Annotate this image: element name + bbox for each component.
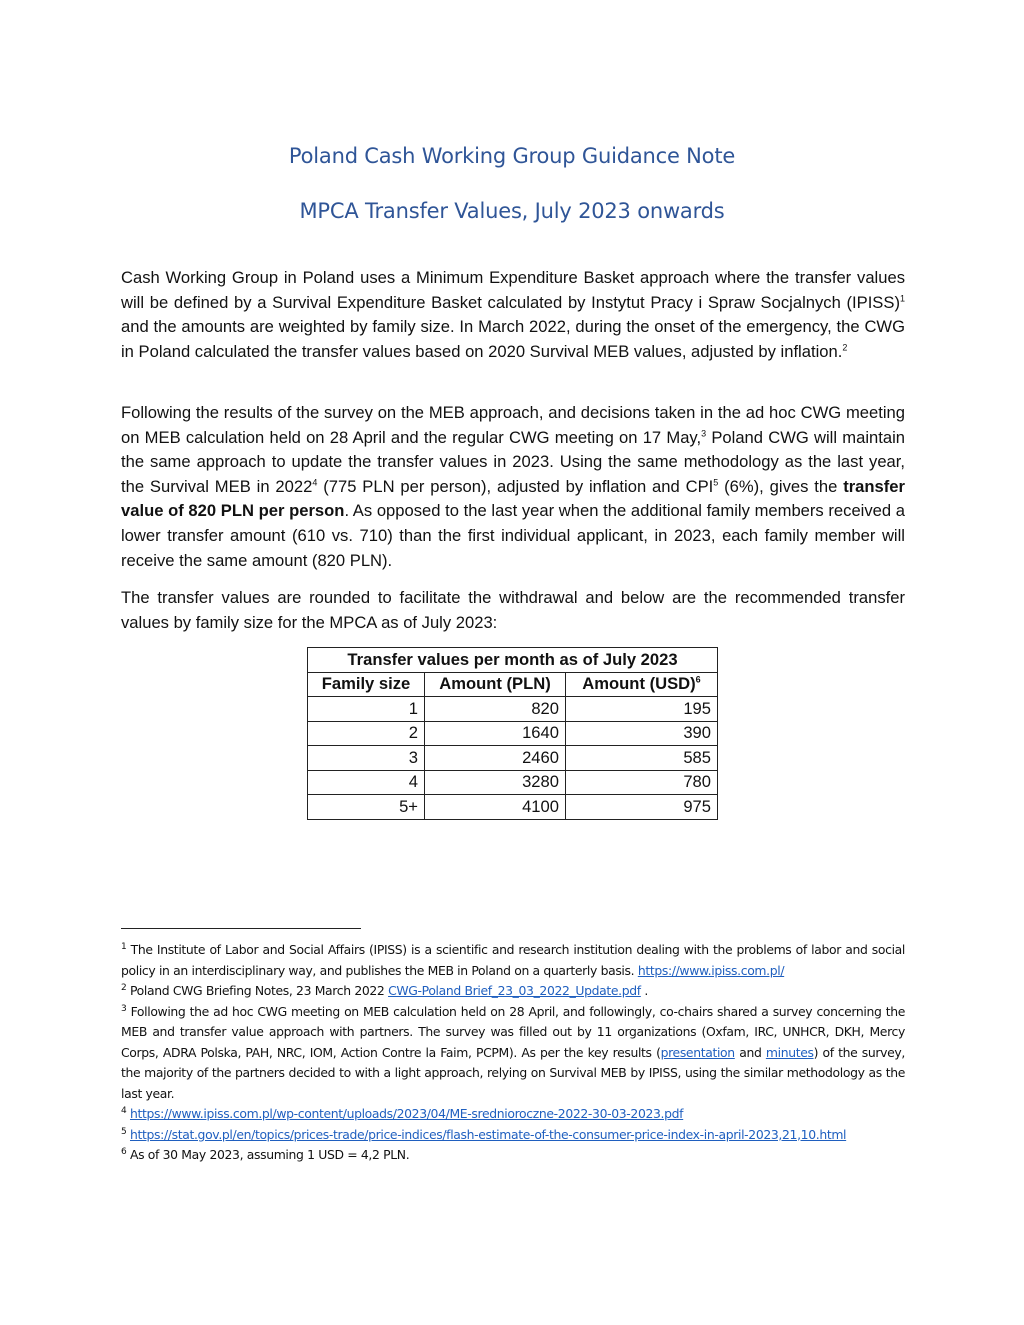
cell-family-size: 2: [308, 721, 425, 746]
footnote-text: Poland CWG Briefing Notes, 23 March 2022: [126, 983, 389, 998]
footnote-number: 5: [121, 1126, 127, 1137]
cell-amount-usd: 195: [566, 697, 718, 722]
column-header-family-size: Family size: [308, 672, 425, 697]
presentation-link[interactable]: presentation: [660, 1044, 735, 1060]
cell-amount-pln: 1640: [425, 721, 566, 746]
paragraph-text: (6%), gives the: [718, 476, 844, 496]
cell-amount-pln: 4100: [425, 795, 566, 820]
transfer-value-highlight: transfer value of 820 PLN per person: [121, 476, 905, 521]
footnote-6: [121, 1145, 905, 1166]
cell-amount-pln: 3280: [425, 770, 566, 795]
cell-family-size: 4: [308, 770, 425, 795]
footnote-2: [121, 981, 905, 1002]
minutes-link[interactable]: minutes: [765, 1044, 814, 1060]
table-row: [308, 770, 718, 795]
paragraph-text: Following the results of the survey on the MEB approach, and decisions taken in the ad hoc CWG meeting on MEB calculation held on 28 April and the regular CWG meeting on 17 May,: [121, 403, 905, 447]
column-header-text: Amount (USD): [582, 674, 696, 694]
footnote-separator: [121, 928, 361, 929]
footnote-text: The Institute of Labor and Social Affairs (IPISS) is a scientific and research institution dealing with the problems of labor and social policy in an interdisciplinary way, and publishes the MEB in Poland on a quarterly basis.: [121, 942, 905, 978]
footnote-5: [121, 1125, 905, 1146]
footnote-text: As of 30 May 2023, assuming 1 USD = 4,2 PLN.: [126, 1147, 410, 1162]
column-header-amount-pln: Amount (PLN): [425, 672, 566, 697]
table-row: [308, 746, 718, 771]
footnote-number: 6: [121, 1146, 127, 1157]
stat-gov-cpi-link[interactable]: https://stat.gov.pl/en/topics/prices-trade/price-indices/flash-estimate-of-the-consumer-price-index-in-april-2023,21,10.html: [129, 1126, 847, 1142]
footnote-4: [121, 1104, 905, 1125]
ipiss-meb-pdf-link[interactable]: https://www.ipiss.com.pl/wp-content/uploads/2023/04/ME-srednioroczne-2022-30-03-2023.pdf: [129, 1106, 684, 1121]
footnote-number: 1: [121, 941, 127, 952]
footnote-text: and: [734, 1044, 766, 1060]
footnote-text: ) of the survey, the majority of the partners decided to with a light approach, relying on Survival MEB by IPISS, using the similar methodology as the last year.: [121, 1044, 905, 1101]
table-caption: Transfer values per month as of July 2023: [308, 648, 718, 673]
footnote-ref[interactable]: 4: [312, 477, 318, 488]
paragraph-text: . As opposed to the last year when the additional family members received a lower transfer amount (610 vs. 710) than the first individual applicant, in 2023, each family member will receive the same amount (820 PLN).: [121, 501, 905, 570]
footnotes: [121, 940, 905, 1166]
paragraph-intro: [121, 266, 905, 364]
cwg-brief-link[interactable]: CWG-Poland Brief_23_03_2022_Update.pdf: [388, 983, 641, 998]
footnote-1: [121, 940, 905, 981]
paragraph-text: Cash Working Group in Poland uses a Minimum Expenditure Basket approach where the transfer values will be defined by a Survival Expenditure Basket calculated by Instytut Pracy i Spraw Socjalnych (IPISS): [121, 268, 905, 312]
cell-amount-usd: 585: [566, 746, 718, 771]
table-row: [308, 697, 718, 722]
paragraph-text: Poland CWG will maintain the same approach to update the transfer values in 2023. Using the same methodology as the last year, the Survival MEB in 2022: [121, 427, 905, 496]
footnote-ref[interactable]: 1: [899, 293, 905, 304]
paragraph-rounding: The transfer values are rounded to facilitate the withdrawal and below are the recommended transfer values by family size for the MPCA as of July 2023:: [121, 588, 905, 632]
footnote-3: [121, 1002, 905, 1105]
footnote-ref[interactable]: 3: [701, 428, 707, 439]
footnote-number: 2: [121, 982, 127, 993]
paragraph-text: and the amounts are weighted by family size. In March 2022, during the onset of the emergency, the CWG in Poland calculated the transfer values based on 2020 Survival MEB values, adjusted by inflation.: [121, 317, 905, 361]
cell-amount-usd: 390: [566, 721, 718, 746]
footnote-text: .: [640, 983, 649, 998]
paragraph-methodology: [121, 401, 905, 573]
footnote-text: Following the ad hoc CWG meeting on MEB calculation held on 28 April, and followingly, co-chairs shared a survey concerning the MEB and transfer value approach with partners. The survey was filled out by 11 organizations (Oxfam, IRC, UNHCR, DKH, Mercy Corps, ADRA Polska, PAH, NRC, IOM, Action Contre la Faim, PCPM). As per the key results (: [121, 1003, 905, 1060]
document-title: Poland Cash Working Group Guidance Note: [288, 144, 736, 168]
paragraph-text: (775 PLN per person), adjusted by inflation and CPI: [317, 476, 714, 496]
document-subtitle: MPCA Transfer Values, July 2023 onwards: [299, 199, 725, 223]
footnote-ref[interactable]: 5: [713, 477, 719, 488]
table-row: [308, 721, 718, 746]
cell-amount-usd: 975: [566, 795, 718, 820]
footnote-ref[interactable]: 2: [842, 342, 848, 353]
cell-family-size: 1: [308, 697, 425, 722]
cell-amount-usd: 780: [566, 770, 718, 795]
footnote-ref[interactable]: 6: [695, 674, 701, 685]
table-row: [308, 795, 718, 820]
cell-family-size: 5+: [308, 795, 425, 820]
transfer-values-table: [307, 647, 718, 820]
cell-family-size: 3: [308, 746, 425, 771]
ipiss-link[interactable]: https://www.ipiss.com.pl/: [637, 962, 785, 978]
footnote-number: 3: [121, 1003, 127, 1014]
column-header-amount-usd: [566, 672, 718, 697]
cell-amount-pln: 2460: [425, 746, 566, 771]
footnote-number: 4: [121, 1105, 127, 1116]
cell-amount-pln: 820: [425, 697, 566, 722]
